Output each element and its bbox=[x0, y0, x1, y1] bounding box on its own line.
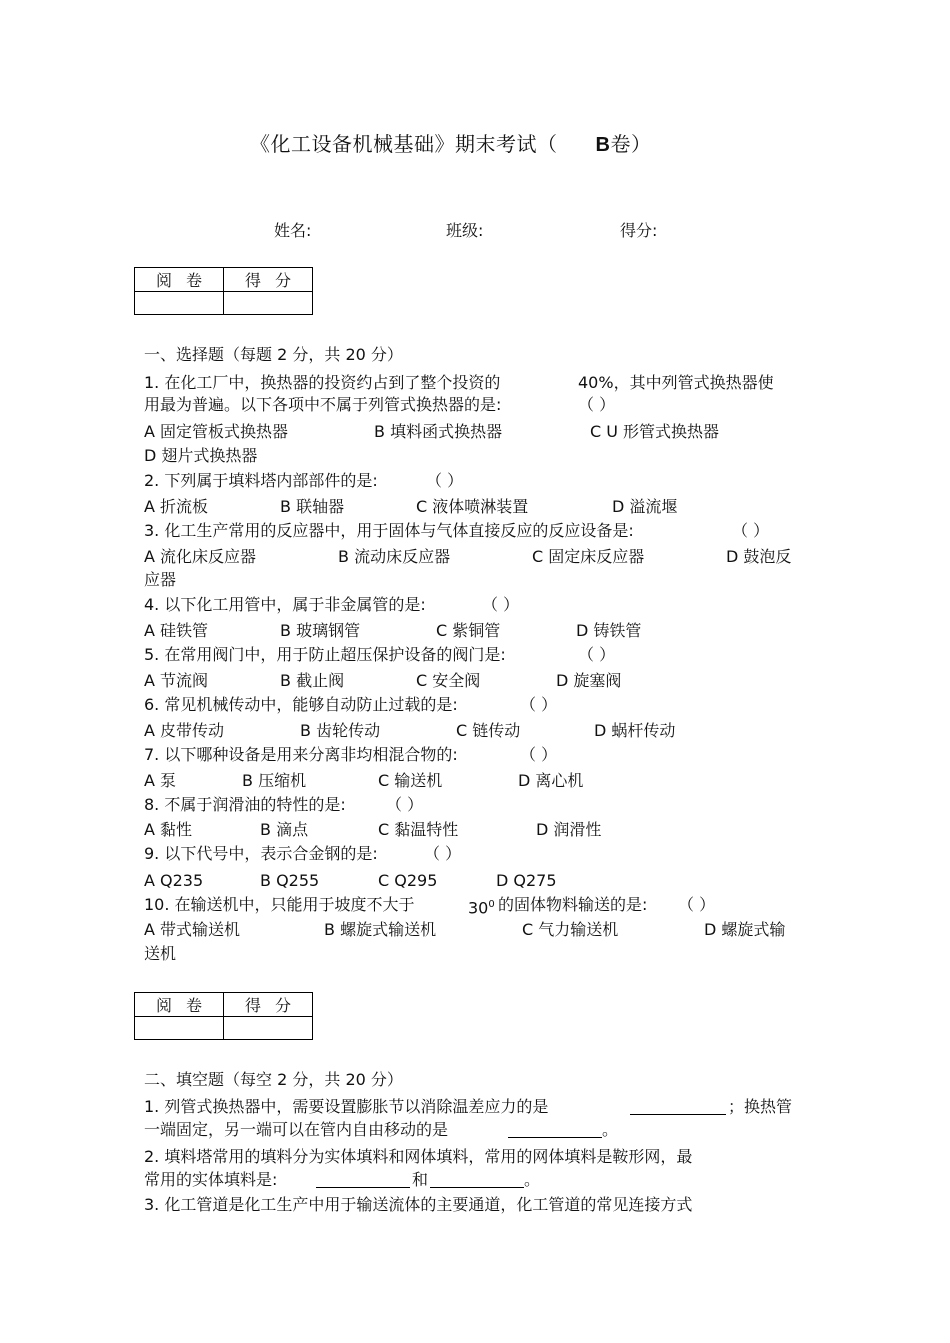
fill-q2-line1: 2. 填料塔常用的填料分为实体填料和网体填料，常用的网体填料是鞍形网，最 bbox=[144, 1147, 693, 1166]
score-box-1 bbox=[134, 267, 313, 315]
q5-option-b: B 截止阀 bbox=[280, 671, 345, 690]
q6-option-d: D 蜗杆传动 bbox=[594, 721, 676, 740]
q10-option-d-cont: 送机 bbox=[144, 944, 177, 963]
title-suffix: 卷） bbox=[610, 132, 652, 156]
q7-option-b: B 压缩机 bbox=[242, 771, 307, 790]
q7-paren: （ ） bbox=[520, 745, 558, 764]
q2-paren: （ ） bbox=[426, 471, 464, 490]
score-header: 得分 bbox=[224, 268, 313, 292]
q8-option-b: B 滴点 bbox=[260, 820, 309, 839]
q6-text: 6. 常见机械传动中，能够自动防止过载的是: bbox=[144, 695, 458, 714]
q10-text-a: 10. 在输送机中，只能用于坡度不大于 bbox=[144, 895, 415, 914]
q3-option-d: D 鼓泡反 bbox=[726, 547, 792, 566]
fill-q2-line2: 常用的实体填料是: bbox=[144, 1170, 278, 1189]
q9-paren: （ ） bbox=[424, 844, 462, 863]
q10-paren: （ ） bbox=[678, 895, 716, 914]
q10-option-d: D 螺旋式输 bbox=[704, 920, 786, 939]
q5-option-c: C 安全阀 bbox=[416, 671, 481, 690]
q4-option-c: C 紫铜管 bbox=[436, 621, 501, 640]
fill-q2-and: 和 bbox=[412, 1170, 429, 1189]
score-label: 得分: bbox=[620, 221, 658, 240]
q2-option-a: A 折流板 bbox=[144, 497, 209, 516]
q7-text: 7. 以下哪种设备是用来分离非均相混合物的: bbox=[144, 745, 458, 764]
q2-option-d: D 溢流堰 bbox=[612, 497, 678, 516]
reviewer-cell bbox=[135, 292, 224, 315]
q5-paren: （ ） bbox=[578, 645, 616, 664]
section2-heading: 二、填空题（每空 2 分，共 20 分） bbox=[144, 1070, 403, 1089]
q1-paren: （ ） bbox=[578, 395, 616, 414]
q7-option-d: D 离心机 bbox=[518, 771, 584, 790]
q1-line2: 用最为普遍。以下各项中不属于列管式换热器的是: bbox=[144, 395, 502, 414]
q5-option-a: A 节流阀 bbox=[144, 671, 209, 690]
q10-option-b: B 螺旋式输送机 bbox=[324, 920, 437, 939]
q1-option-c: C U 形管式换热器 bbox=[590, 422, 720, 441]
q10-option-c: C 气力输送机 bbox=[522, 920, 619, 939]
q2-text: 2. 下列属于填料塔内部部件的是: bbox=[144, 471, 378, 490]
reviewer-header: 阅卷 bbox=[135, 993, 224, 1017]
q4-option-b: B 玻璃钢管 bbox=[280, 621, 361, 640]
title-prefix: 《化工设备机械基础》期末考试（ bbox=[250, 132, 558, 156]
q3-option-b: B 流动床反应器 bbox=[338, 547, 451, 566]
score-cell bbox=[224, 1017, 313, 1040]
q4-paren: （ ） bbox=[482, 595, 520, 614]
q7-option-a: A 泵 bbox=[144, 771, 177, 790]
fill-q3-line1: 3. 化工管道是化工生产中用于输送流体的主要通道，化工管道的常见连接方式 bbox=[144, 1195, 693, 1214]
fill-q1-line2-end: 。 bbox=[602, 1120, 619, 1139]
class-label: 班级: bbox=[446, 221, 484, 240]
q10-angle bbox=[468, 894, 495, 919]
fill-q1-line2: 一端固定，另一端可以在管内自由移动的是 bbox=[144, 1120, 449, 1139]
q9-option-b: B Q255 bbox=[260, 871, 320, 890]
q10-degree: 0 bbox=[488, 899, 495, 910]
q8-option-a: A 黏性 bbox=[144, 820, 193, 839]
q8-paren: （ ） bbox=[386, 795, 424, 814]
q5-text: 5. 在常用阀门中，用于防止超压保护设备的阀门是: bbox=[144, 645, 506, 664]
fill-q1-line1-end: ；换热管 bbox=[728, 1097, 793, 1116]
q8-option-d: D 润滑性 bbox=[536, 820, 602, 839]
q8-option-c: C 黏温特性 bbox=[378, 820, 459, 839]
q3-text: 3. 化工生产常用的反应器中，用于固体与气体直接反应的反应设备是: bbox=[144, 521, 634, 540]
reviewer-cell bbox=[135, 1017, 224, 1040]
q2-option-c: C 液体喷淋装置 bbox=[416, 497, 529, 516]
q9-text: 9. 以下代号中，表示合金钢的是: bbox=[144, 844, 378, 863]
q9-option-a: A Q235 bbox=[144, 871, 204, 890]
score-box-2 bbox=[134, 992, 313, 1040]
fill-q1-line1: 1. 列管式换热器中，需要设置膨胀节以消除温差应力的是 bbox=[144, 1097, 549, 1116]
fill-q2-blank2[interactable] bbox=[430, 1171, 524, 1188]
q3-option-d-cont: 应器 bbox=[144, 570, 177, 589]
q6-option-b: B 齿轮传动 bbox=[300, 721, 381, 740]
q1-option-d: D 翅片式换热器 bbox=[144, 446, 258, 465]
q6-paren: （ ） bbox=[520, 695, 558, 714]
q4-text: 4. 以下化工用管中，属于非金属管的是: bbox=[144, 595, 426, 614]
score-cell bbox=[224, 292, 313, 315]
section1-heading: 一、选择题（每题 2 分，共 20 分） bbox=[144, 345, 403, 364]
q1-option-a: A 固定管板式换热器 bbox=[144, 422, 289, 441]
q2-option-b: B 联轴器 bbox=[280, 497, 345, 516]
q6-option-a: A 皮带传动 bbox=[144, 721, 225, 740]
q6-option-c: C 链传动 bbox=[456, 721, 521, 740]
q10-angle-number: 30 bbox=[468, 898, 489, 918]
score-header: 得分 bbox=[224, 993, 313, 1017]
q1-line1-a: 1. 在化工厂中，换热器的投资约占到了整个投资的 bbox=[144, 373, 501, 392]
fill-q1-blank1[interactable] bbox=[630, 1098, 726, 1115]
fill-q2-blank1[interactable] bbox=[316, 1171, 410, 1188]
reviewer-header: 阅卷 bbox=[135, 268, 224, 292]
name-label: 姓名: bbox=[274, 221, 312, 240]
q8-text: 8. 不属于润滑油的特性的是: bbox=[144, 795, 346, 814]
q3-option-c: C 固定床反应器 bbox=[532, 547, 645, 566]
q7-option-c: C 输送机 bbox=[378, 771, 443, 790]
q5-option-d: D 旋塞阀 bbox=[556, 671, 622, 690]
title-volume: B bbox=[595, 134, 611, 156]
q3-option-a: A 流化床反应器 bbox=[144, 547, 257, 566]
q3-paren: （ ） bbox=[732, 521, 770, 540]
q9-option-d: D Q275 bbox=[496, 871, 557, 890]
q10-option-a: A 带式输送机 bbox=[144, 920, 241, 939]
q4-option-d: D 铸铁管 bbox=[576, 621, 642, 640]
q1-line1-b: 40%，其中列管式换热器使 bbox=[578, 373, 774, 392]
fill-q2-line2-end: 。 bbox=[524, 1170, 541, 1189]
q10-text-b: 的固体物料输送的是: bbox=[498, 895, 648, 914]
q9-option-c: C Q295 bbox=[378, 871, 438, 890]
page-title bbox=[250, 128, 651, 157]
fill-q1-blank2[interactable] bbox=[508, 1121, 602, 1138]
q4-option-a: A 硅铁管 bbox=[144, 621, 209, 640]
q1-option-b: B 填料函式换热器 bbox=[374, 422, 503, 441]
